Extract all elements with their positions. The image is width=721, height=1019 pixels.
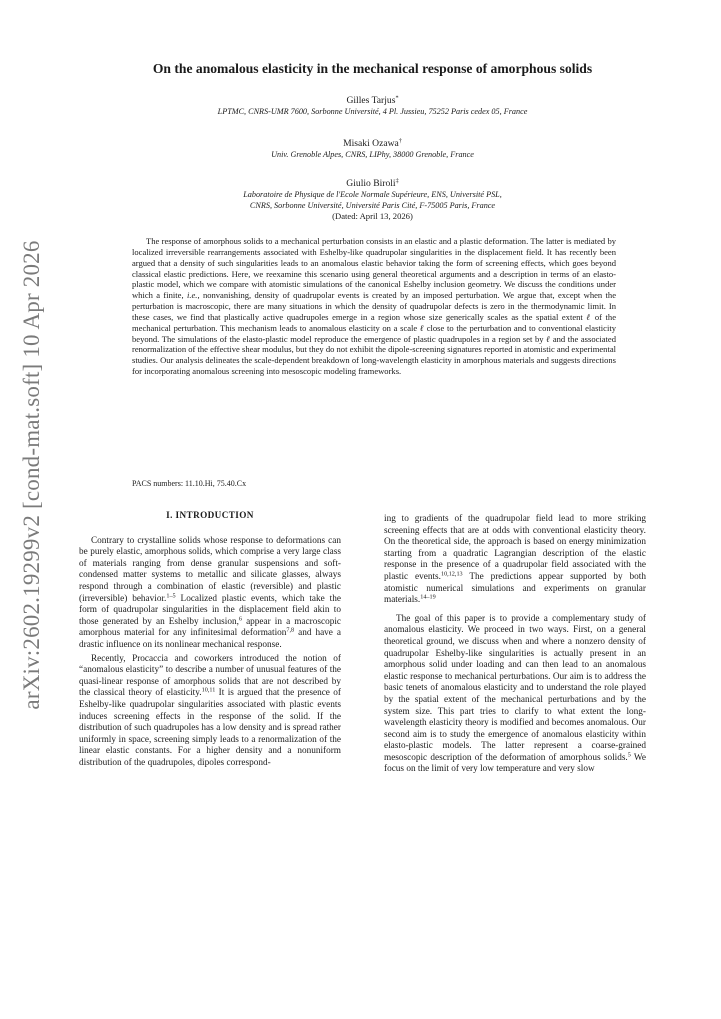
author-name: Giulio Biroli‡ [346, 177, 399, 189]
author-affiliation: LPTMC, CNRS-UMR 7600, Sorbonne Université, 4 Pl. Jussieu, 75252 Paris cedex 05, France [217, 107, 528, 116]
left-column [79, 510, 341, 769]
paragraph: Recently, Procaccia and coworkers introduced the notion of “anomalous elasticity” to describe a number of unusual features of the quasi-linear response of amorphous solids that are not described by the classical theory of elasticity.$^{10,11}$ It is argued that the presence of Eshelby-like quadrupolar singularities associated with plastic events induces screening effects in the response of the solid. If the distribution of such quadrupoles has a low density and is spread rather uniformly in space, screening simply leads to a renormalization of the linear elastic constants. For a higher density and a nonuniform distribution of the quadrupoles, dipoles correspond- [79, 653, 341, 768]
paragraph: The goal of this paper is to provide a complementary study of anomalous elasticity. We proceed in two ways. First, on a general theoretical ground, we discuss when and where a nonzero density of quadrupolar Eshelby-like singularities is actually present in an amorphous solid under loading and can then lead to an anomalous elastic response to mechanical perturbations. Our aim is to address the basic tenets of anomalous elasticity and to understand the role played by the spatial extent of the mechanical perturbations and by the system size. This part tries to clarify to what extent the long-wavelength elasticity theory is modified and becomes anomalous. Our second aim is to study the emergence of anomalous elasticity within elasto-plastic models. The latter represent a coarse-grained mesoscopic description of the deformation of amorphous solids.$^5$ We focus on the limit of very low temperature and very slow [384, 613, 646, 775]
arxiv-identifier: arXiv:2602.19299v2 [cond-mat.soft] 10 Apr 2026 [19, 240, 44, 710]
arxiv-sidebar [8, 240, 56, 710]
author-block-1 [80, 95, 665, 118]
paragraph: Contrary to crystalline solids whose response to deformations can be purely elastic, amorphous solids, which comprise a very large class of materials ranging from dense granular suspensions and soft-condensed matter systems to metallic and silicate glasses, always respond through a combination of elastic (reversible) and plastic (irreversible) behavior.$^{1-5}$ Localized plastic events, which take the form of quadrupolar singularities in the displacement field akin to those generated by an Eshelby inclusion,$^6$ appear in a macroscopic amorphous material for any infinitesimal deformation$^{7,8}$ and have a drastic influence on its nonlinear mechanical response. [79, 535, 341, 650]
author-block-3 [80, 178, 665, 222]
pacs-numbers: PACS numbers: 11.10.Hi, 75.40.Cx [132, 479, 247, 488]
abstract: The response of amorphous solids to a mechanical perturbation consists in an elastic and a plastic deformation. The latter is mediated by localized irreversible rearrangements associated with Eshelby-like quadrupolar singularities in the displacement field. It has recently been argued that a density of such singularities leads to an anomalous elastic behavior taking the form of screening effects, which goes beyond classical elastic predictions. Here, we reexamine this scenario using general theoretical arguments and a description in terms of an elasto-plastic model, which we compare with atomistic simulations of the canonical Eshelby inclusion geometry. We discuss the conditions under which a finite, i.e., nonvanishing, density of quadrupolar events is created by an imposed perturbation. We argue that, except when the perturbation is macroscopic, there are many situations in which the density of quadrupolar defects is zero in the thermodynamic limit. In these cases, we find that plastically active quadrupoles emerge in a region whose size generically scales as the spatial extent ℓ of the mechanical perturbation. This mechanism leads to anomalous elasticity on a scale ℓ close to the perturbation and to conventional elasticity beyond. The simulations of the elasto-plastic model reproduce the emergence of plastic quadrupoles in a region set by ℓ and the associated renormalization of the effective shear modulus, but they do not exhibit the dipole-screening signatures reported in atomistic and experimental studies. Our analysis delineates the scale-dependent breakdown of long-wavelength elasticity in amorphous materials and suggests directions for incorporating anomalous screening into mesoscopic modeling frameworks. [132, 236, 616, 377]
dated-line: (Dated: April 13, 2026) [332, 211, 413, 221]
author-affiliation: Univ. Grenoble Alpes, CNRS, LIPhy, 38000 Grenoble, France [271, 150, 474, 159]
paragraph: ing to gradients of the quadrupolar field lead to more striking screening effects that are at odds with conventional elasticity theory. On the theoretical side, the approach is based on energy minimization starting from a quadratic Lagrangian description of the elastic response in the presence of a quadrupolar field associated with the plastic events.$^{10,12,13}$ The predictions appear supported by both atomistic numerical simulations and experiments on granular materials.$^{14-19}$ [384, 514, 646, 606]
author-affiliation: Laboratoire de Physique de l'Ecole Normale Supérieure, ENS, Université PSL, [243, 190, 502, 199]
right-column [384, 514, 646, 776]
author-name: Misaki Ozawa† [343, 137, 402, 149]
paper-title: On the anomalous elasticity in the mechanical response of amorphous solids [152, 61, 593, 76]
author-name: Gilles Tarjus* [346, 94, 399, 106]
author-block-2 [80, 138, 665, 161]
section-heading: I. INTRODUCTION [166, 510, 254, 520]
author-affiliation: CNRS, Sorbonne Université, Université Paris Cité, F-75005 Paris, France [249, 200, 496, 210]
